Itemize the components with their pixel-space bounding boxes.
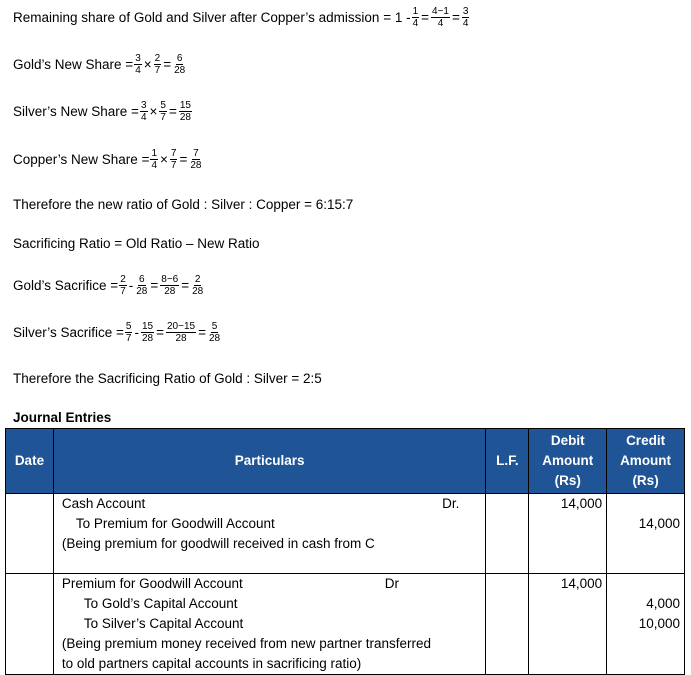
silver-sacrifice-line: Silver’s Sacrifice = $\frac{5}{7}$ - $\frac{15}{28}$ = $\frac{20-15}{28}$ = $\frac{5}{28}$ xyxy=(13,321,221,344)
fraction: $\frac{1}{4}$ xyxy=(151,148,158,171)
journal-header-row xyxy=(6,429,685,494)
particulars-header: Particulars xyxy=(53,429,486,494)
fraction: $\frac{7}{7}$ xyxy=(170,148,177,171)
gold-sacrifice-text: Gold’s Sacrifice = xyxy=(13,278,119,293)
sacrificing-ratio-line: Therefore the Sacrificing Ratio of Gold : Silver = 2:5 xyxy=(13,371,322,386)
fraction: $\frac{2}{7}$ xyxy=(154,53,161,76)
silver-new-share-text: Silver’s New Share = xyxy=(13,104,139,119)
fraction: $\frac{3}{4}$ xyxy=(135,53,141,76)
credit-amount: 14,000 xyxy=(607,494,685,574)
lf-cell xyxy=(486,494,529,574)
lf-header: L.F. xyxy=(486,429,529,494)
fraction: $\frac{3}{4}$ xyxy=(462,6,469,29)
fraction: $\frac{5}{28}$ xyxy=(208,321,221,344)
remaining-share-text: Remaining share of Gold and Silver after Copper’s admission = 1 - xyxy=(13,10,411,25)
fraction: $\frac{15}{28}$ xyxy=(179,100,191,123)
sacrificing-formula-line: Sacrificing Ratio = Old Ratio – New Ratio xyxy=(13,236,260,251)
table-row xyxy=(6,494,685,574)
fraction: $\frac{2}{28}$ xyxy=(192,274,204,297)
fraction: $\frac{6}{28}$ xyxy=(174,53,186,76)
credit-header: Credit Amount (Rs) xyxy=(607,429,685,494)
fraction: $\frac{6}{28}$ xyxy=(136,274,148,297)
copper-new-share-text: Copper’s New Share = xyxy=(13,152,150,167)
fraction: $\frac{1}{4}$ xyxy=(412,6,419,29)
silver-new-share-line: Silver’s New Share = $\frac{3}{4}$ × $\frac{5}{7}$ = $\frac{15}{28}$ xyxy=(13,100,191,123)
fraction: $\frac{20-15}{28}$ xyxy=(167,321,196,344)
gold-new-share-line: Gold’s New Share = $\frac{3}{4}$ × $\frac{2}{7}$ = $\frac{6}{28}$ xyxy=(13,53,186,76)
fraction: $\frac{5}{7}$ xyxy=(125,321,132,344)
fraction: $\frac{4-1}{4}$ xyxy=(432,6,449,29)
new-ratio-line: Therefore the new ratio of Gold : Silver : Copper = 6:15:7 xyxy=(13,197,354,212)
fraction: $\frac{8-6}{28}$ xyxy=(161,274,179,297)
gold-new-share-text: Gold’s New Share = xyxy=(13,57,134,72)
debit-amount: 14,000 xyxy=(529,574,607,675)
remaining-share-line: Remaining share of Gold and Silver after Copper’s admission = 1 - $\frac{1}{4}$ = $\frac{4-1}{4}$ = $\frac{3}{4}$ xyxy=(13,6,469,29)
credit-amount: 4,000 10,000 xyxy=(607,574,685,675)
silver-sacrifice-text: Silver’s Sacrifice = xyxy=(13,325,124,340)
fraction: $\frac{2}{7}$ xyxy=(120,274,126,297)
lf-cell xyxy=(486,574,529,675)
particulars-cell: Premium for Goodwill Account Dr To Gold’s Capital Account To Silver’s Capital Account (Being premium money received from new partner transferred to old partners capital accounts in sacrificing ratio) xyxy=(53,574,486,675)
debit-header: Debit Amount (Rs) xyxy=(529,429,607,494)
fraction: $\frac{15}{28}$ xyxy=(141,321,154,344)
table-row xyxy=(6,574,685,675)
journal-heading: Journal Entries xyxy=(13,410,112,425)
journal-table xyxy=(5,428,685,675)
date-cell xyxy=(6,574,54,675)
fraction: $\frac{5}{7}$ xyxy=(160,100,166,123)
fraction: $\frac{7}{28}$ xyxy=(190,148,202,171)
date-header: Date xyxy=(6,429,54,494)
date-cell xyxy=(6,494,54,574)
gold-sacrifice-line: Gold’s Sacrifice = $\frac{2}{7}$ - $\frac{6}{28}$ = $\frac{8-6}{28}$ = $\frac{2}{28}$ xyxy=(13,274,204,297)
particulars-cell: Cash Account Dr. To Premium for Goodwill Account (Being premium for goodwill received in cash from C xyxy=(53,494,486,574)
fraction: $\frac{3}{4}$ xyxy=(140,100,147,123)
debit-amount: 14,000 xyxy=(529,494,607,574)
copper-new-share-line: Copper’s New Share = $\frac{1}{4}$ × $\frac{7}{7}$ = $\frac{7}{28}$ xyxy=(13,148,202,171)
